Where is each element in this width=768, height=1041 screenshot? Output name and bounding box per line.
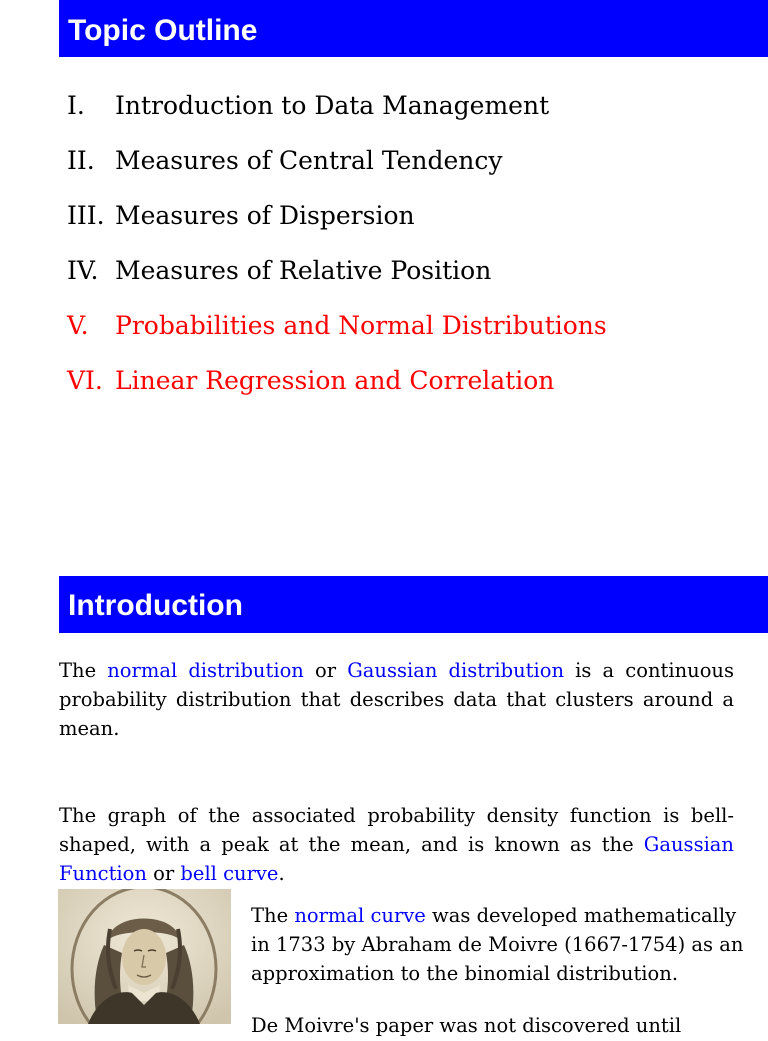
outline-item-current [67, 304, 757, 359]
outline-item-number: VI. [67, 366, 103, 395]
paragraph-text: or [146, 861, 181, 885]
de-moivre-portrait [58, 889, 231, 1024]
paragraph-text: or [303, 659, 348, 682]
intro-paragraph-definition [59, 657, 734, 743]
introduction-header [59, 576, 768, 633]
term-normal-distribution: normal distribution [107, 659, 304, 682]
paragraph-text: The [59, 659, 108, 682]
outline-item-label: Measures of Dispersion [115, 201, 415, 230]
outline-item-number: II. [67, 146, 95, 175]
paragraph-text: is a continuous probability distribution that describes data that clusters around a mean. [59, 659, 734, 740]
intro-paragraph-bell-curve [59, 802, 734, 888]
outline-item [67, 194, 757, 249]
outline-item-number: I. [67, 91, 85, 120]
outline-item-label: Introduction to Data Management [115, 91, 550, 120]
outline-item-number: IV. [67, 256, 99, 285]
outline-item-label: Measures of Relative Position [115, 256, 492, 285]
topic-outline-list [67, 84, 757, 414]
outline-item [67, 84, 757, 139]
topic-outline-title: Topic Outline [68, 14, 258, 47]
paragraph-text: . [278, 861, 285, 885]
outline-item-number: III. [67, 201, 105, 230]
term-gaussian-function: Gaussian Function [59, 832, 734, 885]
topic-outline-header [59, 0, 768, 57]
outline-item-number: V. [67, 311, 89, 340]
outline-item [67, 139, 757, 194]
outline-item-label: Measures of Central Tendency [115, 146, 503, 175]
paragraph-text: The [251, 904, 295, 927]
outline-item-label: Probabilities and Normal Distributions [115, 311, 607, 340]
term-gaussian-distribution: Gaussian distribution [347, 659, 565, 682]
paragraph-text: was developed mathematically in 1733 by Abraham de Moivre (1667-1754) as an approximation to the binomial distribution. [251, 904, 744, 985]
paragraph-text: The graph of the associated probability density function is bell-shaped, with a peak at the mean, and is known as the [59, 804, 734, 856]
outline-item-current [67, 359, 757, 414]
introduction-title: Introduction [68, 589, 243, 622]
outline-item [67, 249, 757, 304]
moivre-paragraph [251, 902, 747, 988]
term-bell-curve: bell curve [180, 861, 279, 885]
moivre-paragraph-continued [251, 1012, 747, 1041]
outline-item-label: Linear Regression and Correlation [115, 366, 555, 395]
term-normal-curve: normal curve [294, 904, 426, 927]
paragraph-text: De Moivre's paper was not discovered until [251, 1014, 682, 1037]
